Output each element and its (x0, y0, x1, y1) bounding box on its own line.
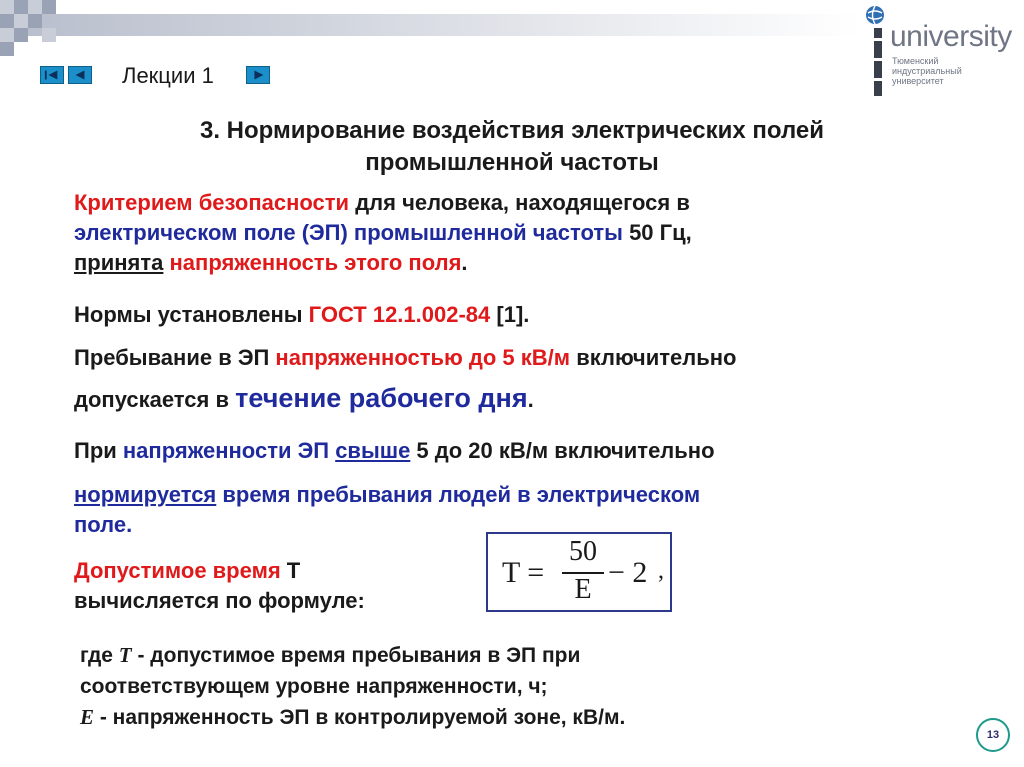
allowed-time-term: Допустимое время (74, 558, 281, 583)
legend-T-text-2: соответствующем уровне напряженности, ч; (80, 675, 548, 698)
logo-bar-icon (870, 28, 886, 96)
reg-range: 5 до 20 кВ/м (410, 438, 549, 463)
title-line-2: промышленной частоты (365, 149, 659, 176)
norms-text: Нормы установлены (74, 302, 309, 327)
globe-icon (864, 4, 886, 26)
formula-rhs: − 2 (608, 556, 648, 589)
paragraph-allowed-time (74, 556, 474, 616)
stay-text-1: Пребывание в ЭП (74, 345, 276, 370)
allowed-time-symbol: Т (280, 558, 301, 583)
paragraph-regulated (74, 436, 954, 540)
legend-E-symbol: E (80, 705, 95, 729)
header-band (0, 14, 862, 36)
criterion-field: электрическом поле (ЭП) промышленной частоты (74, 220, 623, 245)
reg-inclusive: включительно (548, 438, 715, 463)
prev-slide-button[interactable] (68, 66, 92, 84)
slide-title (60, 115, 964, 179)
reg-normalized: нормируется (74, 482, 217, 507)
arrow-left-icon (69, 67, 91, 83)
stay-intensity: напряженностью до 5 кВ/м (275, 345, 571, 370)
criterion-text-1: для человека, находящегося в (349, 190, 690, 215)
next-slide-button[interactable] (246, 66, 270, 84)
formula-comma: , (658, 558, 664, 584)
criterion-term: Критерием безопасности (74, 190, 350, 215)
criterion-accepted: принята (74, 250, 164, 275)
criterion-intensity: напряженность этого поля (163, 250, 462, 275)
legend-T-text: - допустимое время пребывания в ЭП при (131, 644, 581, 667)
skip-back-icon (41, 67, 63, 83)
reg-text-1: При (74, 438, 123, 463)
formula-denominator: E (574, 574, 592, 605)
paragraph-legend (80, 640, 960, 733)
first-slide-button[interactable] (40, 66, 64, 84)
legend-E-text: - напряженность ЭП в контролируемой зоне, кВ/м. (94, 706, 626, 729)
paragraph-norms (74, 300, 954, 330)
paragraph-stay (74, 343, 954, 415)
stay-text-2: включительно (570, 345, 737, 370)
reg-intensity: напряженности ЭП (122, 438, 336, 463)
stay-workday: течение рабочего дня (235, 383, 528, 413)
criterion-period: . (461, 250, 468, 275)
stay-period: . (527, 387, 534, 412)
criterion-frequency: 50 Гц, (622, 220, 692, 245)
legend-T-symbol: T (118, 643, 132, 667)
logo-wordmark: university (890, 20, 1012, 53)
formula-lhs: T = (502, 556, 545, 589)
formula-numerator: 50 (569, 536, 597, 567)
arrow-right-icon (247, 67, 269, 83)
logo-subtitle: Тюменский индустриальный университет (892, 56, 962, 86)
norms-citation: [1]. (490, 302, 530, 327)
reg-time: время пребывания людей в электрическом (216, 482, 701, 507)
title-line-1: 3. Нормирование воздействия электрических полей (199, 117, 825, 144)
reg-field: поле. (74, 512, 133, 537)
gost-ref: ГОСТ 12.1.002-84 (308, 302, 491, 327)
legend-where: где (80, 644, 119, 667)
university-logo (862, 2, 1022, 102)
stay-text-3: допускается в (74, 387, 236, 412)
page-number-badge: 13 (976, 718, 1010, 752)
paragraph-criterion (74, 188, 954, 278)
allowed-time-formula-text: вычисляется по формуле: (74, 588, 365, 613)
lecture-label: Лекции 1 (122, 63, 214, 88)
reg-above: свыше (335, 438, 411, 463)
decor-squares (0, 0, 80, 60)
formula-box (486, 532, 672, 612)
